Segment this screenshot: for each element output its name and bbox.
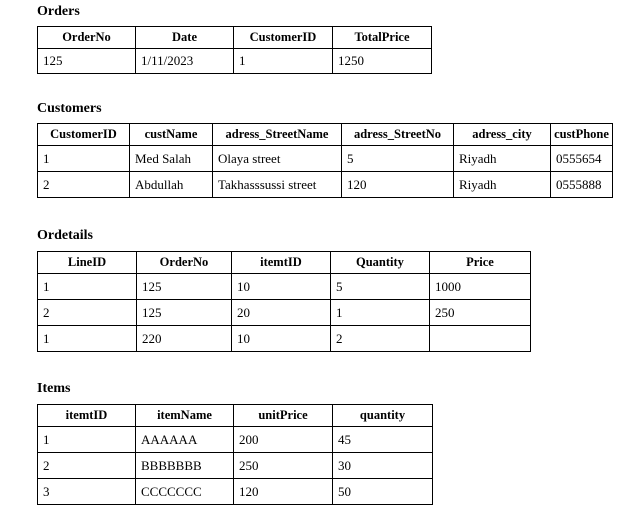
table-cell: 1 [38, 274, 137, 300]
table-cell: 120 [342, 172, 454, 198]
table-cell: 10 [231, 326, 330, 352]
customers-table [37, 123, 613, 198]
orders-header-customerid: CustomerID [234, 27, 333, 49]
table-cell: 1250 [333, 49, 432, 74]
table-cell: 250 [429, 300, 530, 326]
table-cell: BBBBBBB [136, 453, 234, 479]
ordetails-header-price: Price [429, 252, 530, 274]
table-cell: 1 [330, 300, 429, 326]
table-row [38, 172, 613, 198]
orders-header-orderno: OrderNo [38, 27, 136, 49]
table-row [38, 427, 433, 453]
table-cell: Olaya street [213, 146, 342, 172]
orders-table [37, 26, 432, 74]
table-cell: 2 [38, 300, 137, 326]
table-cell: Abdullah [130, 172, 213, 198]
table-cell: 120 [234, 479, 333, 505]
customers-header-streetno: adress_StreetNo [342, 124, 454, 146]
ordetails-header-row [38, 252, 531, 274]
table-cell: 1 [234, 49, 333, 74]
table-cell: AAAAAA [136, 427, 234, 453]
table-row [38, 274, 531, 300]
table-cell: 3 [38, 479, 136, 505]
table-cell: 125 [137, 300, 232, 326]
items-title: Items [37, 381, 71, 396]
ordetails-table [37, 251, 531, 352]
table-cell: 20 [231, 300, 330, 326]
orders-header-date: Date [136, 27, 234, 49]
table-cell: 125 [137, 274, 232, 300]
customers-title: Customers [37, 101, 102, 116]
customers-header-city: adress_city [454, 124, 551, 146]
ordetails-header-itemtid: itemtID [231, 252, 330, 274]
table-cell: 30 [333, 453, 433, 479]
table-cell: 2 [38, 453, 136, 479]
customers-header-streetname: adress_StreetName [213, 124, 342, 146]
table-row [38, 326, 531, 352]
table-cell: 5 [330, 274, 429, 300]
table-cell: 1000 [429, 274, 530, 300]
table-cell: 1 [38, 326, 137, 352]
items-header-itemname: itemName [136, 405, 234, 427]
table-row [38, 479, 433, 505]
table-cell: 125 [38, 49, 136, 74]
items-table [37, 404, 433, 505]
table-cell: 50 [333, 479, 433, 505]
items-header-row [38, 405, 433, 427]
items-header-unitprice: unitPrice [234, 405, 333, 427]
table-cell: 45 [333, 427, 433, 453]
table-cell: 5 [342, 146, 454, 172]
table-cell: 0555654 [551, 146, 613, 172]
ordetails-header-orderno: OrderNo [137, 252, 232, 274]
table-cell: 220 [137, 326, 232, 352]
table-row [38, 49, 432, 74]
customers-header-row [38, 124, 613, 146]
table-cell: Riyadh [454, 146, 551, 172]
customers-header-customerid: CustomerID [38, 124, 130, 146]
table-cell [429, 326, 530, 352]
table-cell: Med Salah [130, 146, 213, 172]
table-cell: 1/11/2023 [136, 49, 234, 74]
table-row [38, 453, 433, 479]
orders-title: Orders [37, 4, 80, 19]
customers-header-custphone: custPhone [551, 124, 613, 146]
ordetails-title: Ordetails [37, 228, 93, 243]
table-cell: Riyadh [454, 172, 551, 198]
customers-header-custname: custName [130, 124, 213, 146]
table-cell: 250 [234, 453, 333, 479]
ordetails-header-quantity: Quantity [330, 252, 429, 274]
table-row [38, 300, 531, 326]
table-cell: 0555888 [551, 172, 613, 198]
table-cell: 10 [231, 274, 330, 300]
items-header-quantity: quantity [333, 405, 433, 427]
table-cell: 1 [38, 146, 130, 172]
table-cell: Takhasssussi street [213, 172, 342, 198]
orders-header-totalprice: TotalPrice [333, 27, 432, 49]
table-cell: 2 [330, 326, 429, 352]
items-header-itemtid: itemtID [38, 405, 136, 427]
table-row [38, 146, 613, 172]
orders-header-row [38, 27, 432, 49]
table-cell: 2 [38, 172, 130, 198]
table-cell: 200 [234, 427, 333, 453]
table-cell: 1 [38, 427, 136, 453]
ordetails-header-lineid: LineID [38, 252, 137, 274]
table-cell: CCCCCCC [136, 479, 234, 505]
